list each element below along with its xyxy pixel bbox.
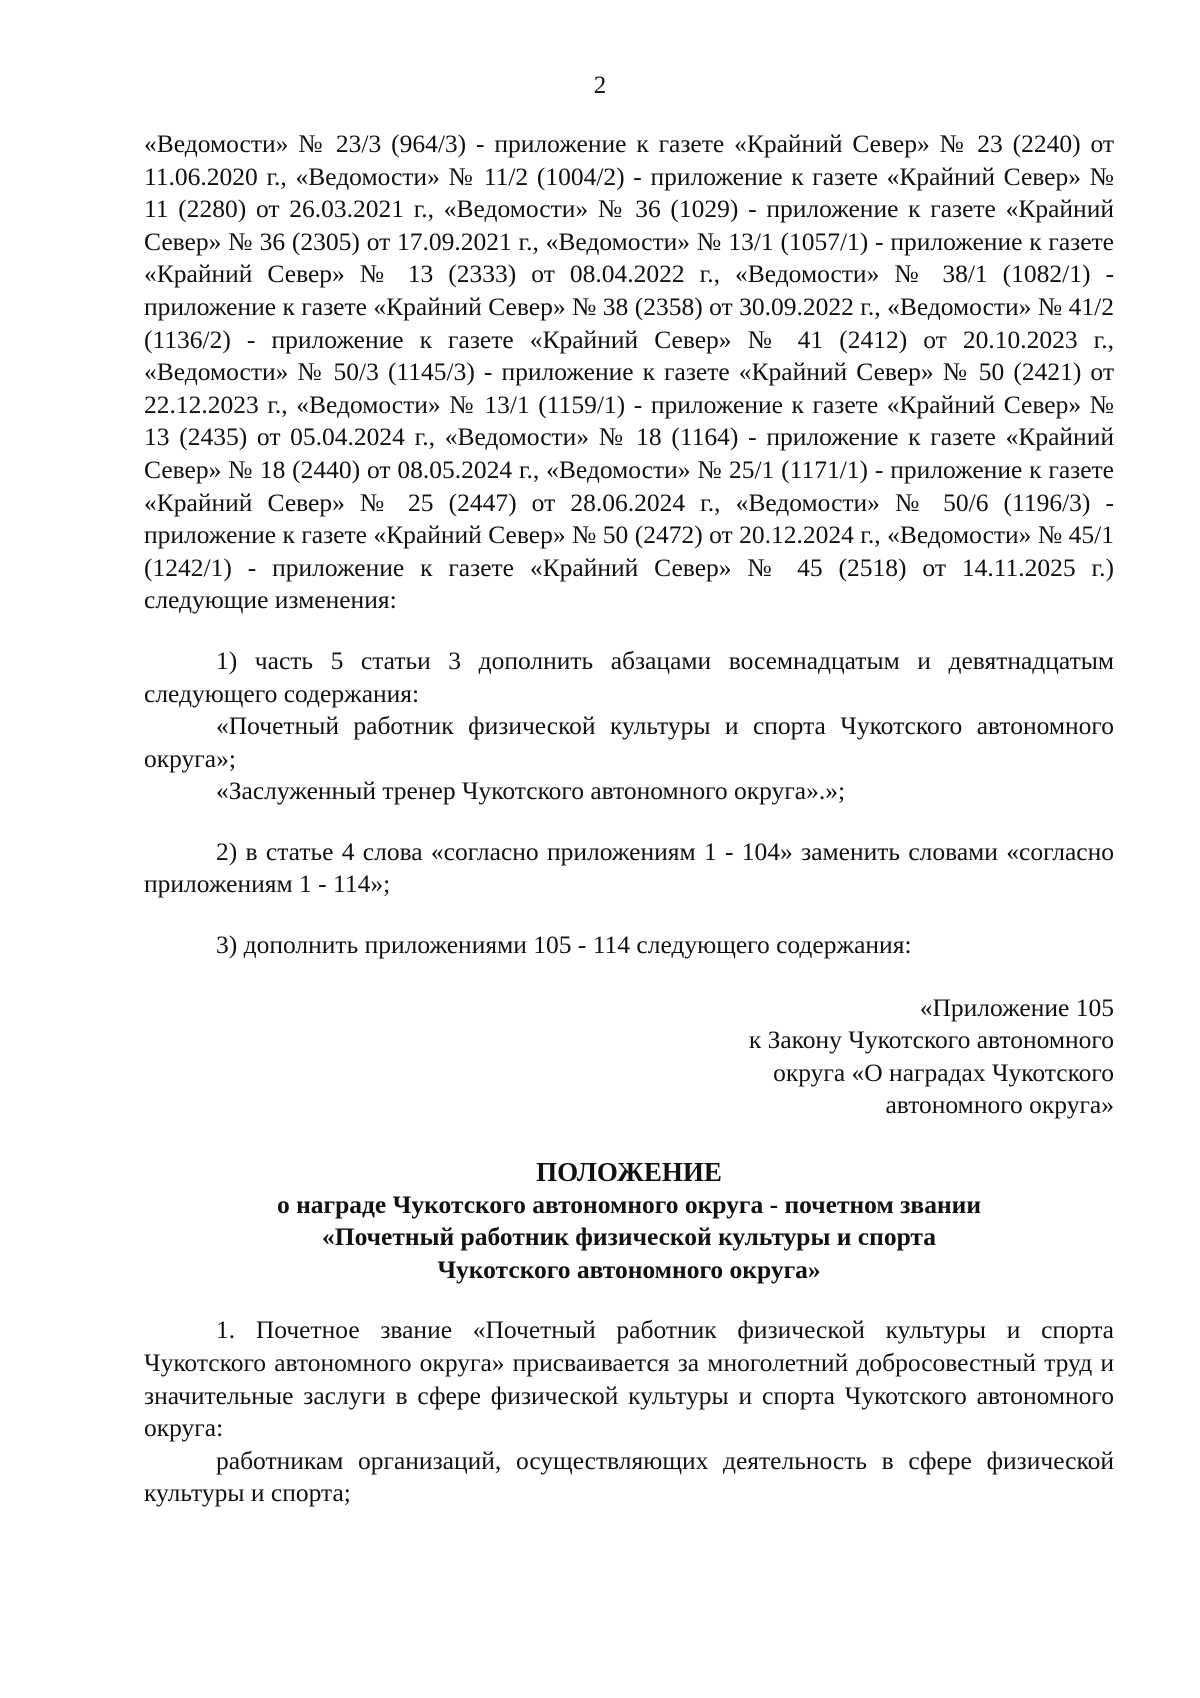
appendix-ref-line-2: к Закону Чукотского автономного <box>748 1025 1114 1055</box>
intro-paragraph: «Ведомости» № 23/3 (964/3) - приложение к газете «Крайний Север» № 23 (2240) от 11.06.2020 г., «Ведомости» № 11/2 (1004/2) - приложение к газете «Крайний Север» № 11 (2280) от 26.03.2021 г., «Ведомости» № 36 (1029) - приложение к газете «Крайний Север» № 36 (2305) от 17.09.2021 г., «Ведомости» № 13/1 (1057/1) - приложение к газете «Крайний Север» № 13 (2333) от 08.04.2022 г., «Ведомости» № 38/1 (1082/1) - приложение к газете «Крайний Север» № 38 (2358) от 30.09.2022 г., «Ведомости» № 41/2 (1136/2) - приложение к газете «Крайний Север» № 41 (2412) от 20.10.2023 г., «Ведомости» № 50/3 (1145/3) - приложение к газете «Крайний Север» № 50 (2421) от 22.12.2023 г., «Ведомости» № 13/1 (1159/1) - приложение к газете «Крайний Север» № 13 (2435) от 05.04.2024 г., «Ведомости» № 18 (1164) - приложение к газете «Крайний Север» № 18 (2440) от 08.05.2024 г., «Ведомости» № 25/1 (1171/1) - приложение к газете «Крайний Север» № 25 (2447) от 28.06.2024 г., «Ведомости» № 50/6 (1196/3) - приложение к газете «Крайний Север» № 50 (2472) от 20.12.2024 г., «Ведомости» № 45/1 (1242/1) - приложение к газете «Крайний Север» № 45 (2518) от 14.11.2025 г.) следующие изменения: <box>144 129 1114 615</box>
amendment-item-1-quote-2: «Заслуженный тренер Чукотского автономного округа».»; <box>216 776 846 806</box>
appendix-ref-line-4: автономного округа» <box>885 1090 1114 1120</box>
heading-title: ПОЛОЖЕНИЕ <box>536 1157 722 1188</box>
heading-line-2: «Почетный работник физической культуры и спорта <box>321 1222 937 1252</box>
appendix-reference <box>144 992 1114 1122</box>
document-content <box>144 128 1114 1510</box>
amendment-item-1: 1) часть 5 статьи 3 дополнить абзацами восемнадцатым и девятнадцатым следующего содержания: <box>144 645 1114 708</box>
body-paragraph-1: 1. Почетное звание «Почетный работник физической культуры и спорта Чукотского автономного округа» присваивается за многолетний добросовестный труд и значительные заслуги в сфере физической культуры и спорта Чукотского автономного округа: <box>144 1315 1114 1443</box>
amendment-item-3: 3) дополнить приложениями 105 - 114 следующего содержания: <box>216 930 912 960</box>
page-number: 2 <box>593 72 607 99</box>
heading-line-1: о награде Чукотского автономного округа - почетном звании <box>276 1189 982 1219</box>
regulation-heading <box>144 1156 1114 1286</box>
heading-line-3: Чукотского автономного округа» <box>437 1254 821 1284</box>
appendix-ref-line-3: округа «О наградах Чукотского <box>773 1057 1114 1087</box>
body-paragraph-2: работникам организаций, осуществляющих деятельность в сфере физической культуры и спорта; <box>144 1445 1114 1508</box>
amendment-item-1-quote-1: «Почетный работник физической культуры и спорта Чукотского автономного округа»; <box>144 711 1114 773</box>
appendix-ref-line-1: «Приложение 105 <box>919 992 1114 1022</box>
amendment-item-2: 2) в статье 4 слова «согласно приложениям 1 - 104» заменить словами «согласно приложениям 1 - 114»; <box>144 836 1114 899</box>
